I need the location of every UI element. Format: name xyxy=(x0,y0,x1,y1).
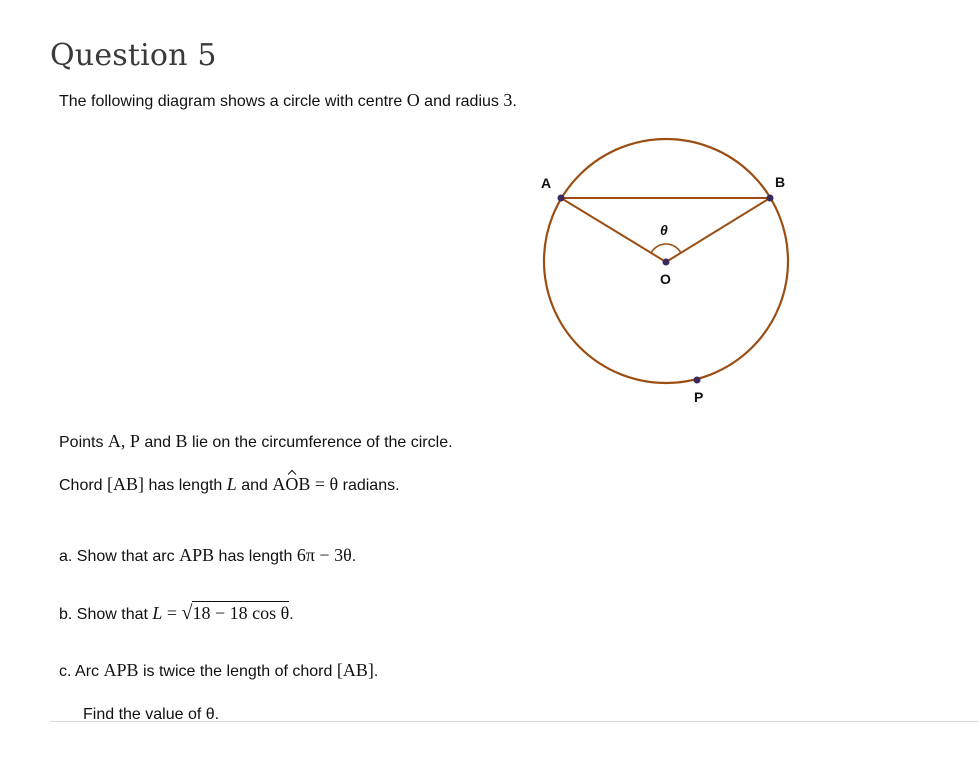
label-theta: θ xyxy=(660,222,668,238)
part-b: b. Show that L = √18 − 18 cos θ. xyxy=(59,602,294,624)
divider xyxy=(50,721,978,722)
angle-arc xyxy=(651,244,681,253)
find-theta-text: Find the value of θ. xyxy=(83,706,220,721)
label-b: B xyxy=(775,174,786,190)
question-title: Question 5 xyxy=(50,38,217,73)
part-c: c. Arc APB is twice the length of chord [AB]. xyxy=(59,660,379,680)
label-p: P xyxy=(694,389,704,405)
point-a xyxy=(558,195,565,202)
point-o xyxy=(663,259,670,266)
label-o: O xyxy=(660,271,671,287)
intro-text: The following diagram shows a circle with centre O and radius 3. xyxy=(59,90,517,110)
point-b xyxy=(767,195,774,202)
chord-text: Chord [AB] has length L and AOB = θ radians. xyxy=(59,474,400,494)
label-a: A xyxy=(541,175,552,191)
radius-ob xyxy=(666,198,770,262)
radius-oa xyxy=(561,198,666,262)
point-p xyxy=(694,377,701,384)
part-a: a. Show that arc APB has length 6π − 3θ. xyxy=(59,545,357,565)
points-text: Points A, P and B lie on the circumference of the circle. xyxy=(59,431,453,451)
